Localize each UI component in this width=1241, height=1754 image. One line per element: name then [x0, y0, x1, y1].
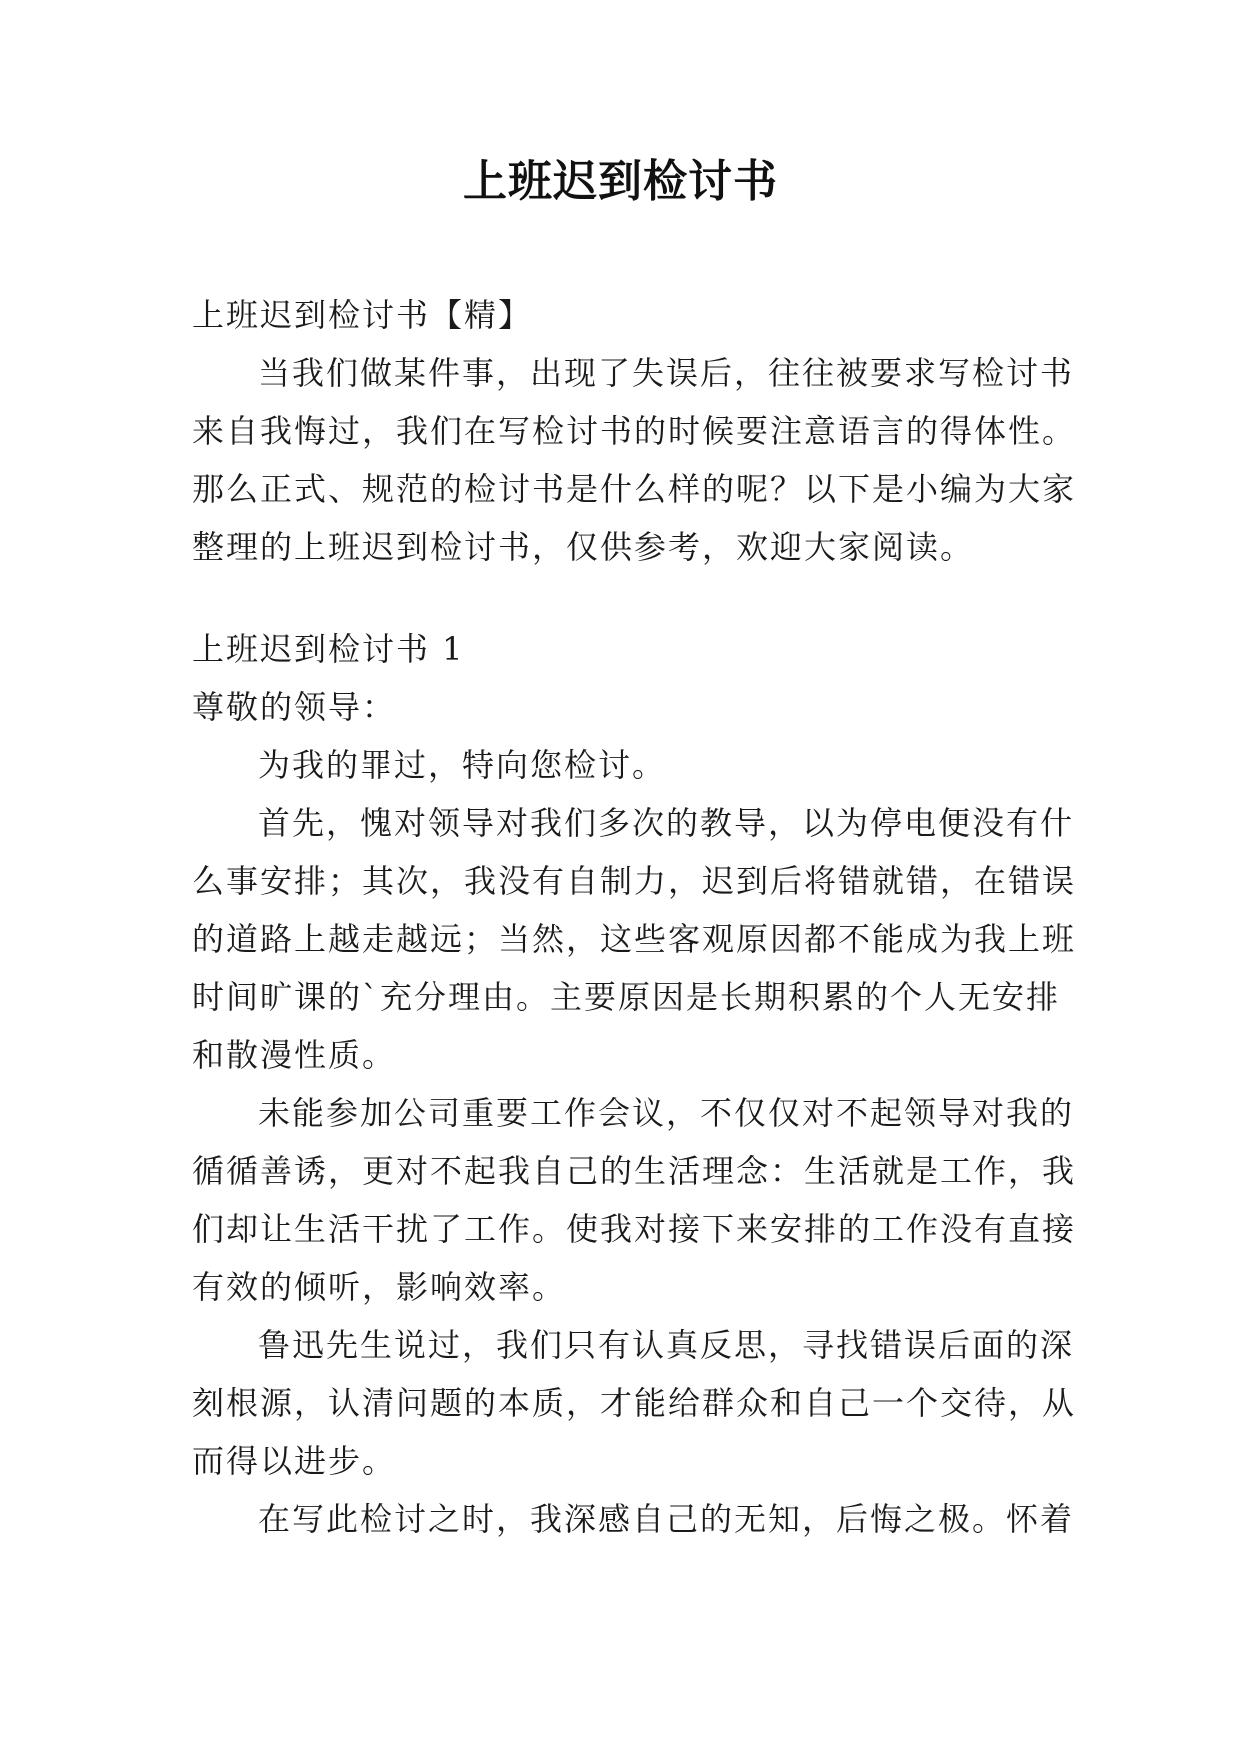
- document-subtitle: 上班迟到检讨书【精】: [192, 296, 533, 334]
- paragraph-line: 的道路上越走越远；当然，这些客观原因都不能成为我上班: [192, 920, 1077, 958]
- salutation: 尊敬的领导：: [192, 688, 397, 726]
- section-heading: 上班迟到检讨书 1: [192, 630, 465, 668]
- paragraph-line: 首先，愧对领导对我们多次的教导，以为停电便没有什: [258, 804, 1075, 842]
- paragraph-line: 未能参加公司重要工作会议，不仅仅对不起领导对我的: [258, 1094, 1075, 1132]
- paragraph-line: 鲁迅先生说过，我们只有认真反思，寻找错误后面的深: [258, 1326, 1075, 1364]
- paragraph-line: 和散漫性质。: [192, 1036, 397, 1074]
- intro-line: 当我们做某件事，出现了失误后，往往被要求写检讨书: [258, 354, 1075, 392]
- paragraph-line: 刻根源，认清问题的本质，才能给群众和自己一个交待，从: [192, 1384, 1077, 1422]
- paragraph-line: 么事安排；其次，我没有自制力，迟到后将错就错，在错误: [192, 862, 1077, 900]
- paragraph-line: 时间旷课的`充分理由。主要原因是长期积累的个人无安排: [192, 978, 1061, 1016]
- paragraph-line: 在写此检讨之时，我深感自己的无知，后悔之极。怀着: [258, 1500, 1075, 1538]
- intro-line: 整理的上班迟到检讨书，仅供参考，欢迎大家阅读。: [192, 528, 975, 566]
- paragraph-line: 们却让生活干扰了工作。使我对接下来安排的工作没有直接: [192, 1210, 1077, 1248]
- paragraph-line: 循循善诱，更对不起我自己的生活理念：生活就是工作，我: [192, 1152, 1077, 1190]
- document-body: [192, 286, 1077, 1548]
- intro-line: 来自我悔过，我们在写检讨书的时候要注意语言的得体性。: [192, 412, 1077, 450]
- page-title: 上班迟到检讨书: [463, 156, 778, 207]
- paragraph-line: 有效的倾听，影响效率。: [192, 1268, 567, 1306]
- paragraph-line: 而得以进步。: [192, 1442, 397, 1480]
- intro-line: 那么正式、规范的检讨书是什么样的呢？以下是小编为大家: [192, 470, 1077, 508]
- paragraph-line: 为我的罪过，特向您检讨。: [258, 746, 667, 784]
- spacer: [192, 576, 1072, 620]
